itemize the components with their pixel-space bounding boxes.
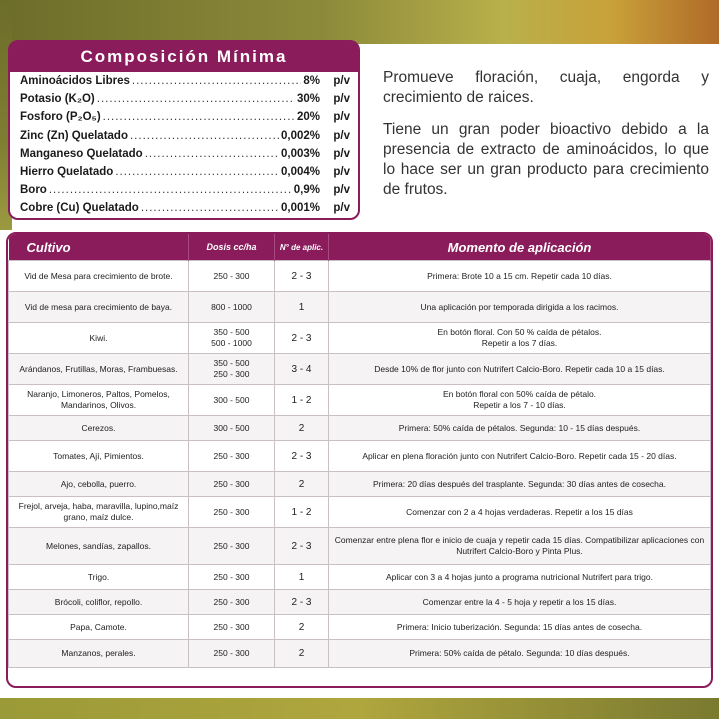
- table-row: [9, 354, 711, 385]
- composition-row: [10, 181, 358, 199]
- composition-name: Fosforo (P₂O₅): [20, 111, 101, 124]
- cell-cultivo: Manzanos, perales.: [9, 640, 189, 668]
- cell-dosis: 250 - 300: [189, 615, 275, 640]
- composition-box: [8, 40, 360, 220]
- cell-cultivo: Papa, Camote.: [9, 615, 189, 640]
- cell-cultivo: Melones, sandías, zapallos.: [9, 528, 189, 565]
- cell-cultivo: Tomates, Ají, Pimientos.: [9, 441, 189, 472]
- composition-unit: p/v: [333, 165, 350, 178]
- cell-dosis: 800 - 1000: [189, 292, 275, 323]
- cell-num-aplicaciones: 2: [275, 416, 329, 441]
- composition-value: 0,9%: [293, 184, 320, 197]
- table-row: [9, 590, 711, 615]
- dot-leader: [141, 199, 279, 217]
- dot-leader: [130, 127, 279, 145]
- cell-momento: Comenzar entre plena flor e inicio de cuaja y repetir cada 15 días. Compatibilizar aplicaciones con Nutrifert Calcio-Boro y Pinta Plus.: [329, 528, 711, 565]
- cell-dosis: 300 - 500: [189, 416, 275, 441]
- composition-value: 0,004%: [280, 165, 320, 178]
- composition-row: [10, 72, 358, 90]
- cell-dosis: 350 - 500 500 - 1000: [189, 323, 275, 354]
- header-num-aplicaciones: N° de aplic.: [275, 234, 329, 261]
- header-cultivo: Cultivo: [9, 234, 189, 261]
- dot-leader: [97, 90, 295, 108]
- cell-momento: Comenzar entre la 4 - 5 hoja y repetir a los 15 días.: [329, 590, 711, 615]
- composition-name: Aminoácidos Libres: [20, 75, 130, 87]
- cell-momento: Primera: 20 días después del trasplante. Segunda: 30 días antes de cosecha.: [329, 472, 711, 497]
- composition-name: Cobre (Cu) Quelatado: [20, 202, 139, 215]
- composition-unit: p/v: [333, 129, 350, 142]
- cell-cultivo: Cerezos.: [9, 416, 189, 441]
- cell-dosis: 250 - 300: [189, 441, 275, 472]
- table-row: [9, 385, 711, 416]
- dot-leader: [145, 145, 279, 163]
- table-row: [9, 292, 711, 323]
- cell-cultivo: Naranjo, Limoneros, Paltos, Pomelos, Mandarinos, Olivos.: [9, 385, 189, 416]
- cell-dosis: 250 - 300: [189, 590, 275, 615]
- composition-row: [10, 145, 358, 163]
- composition-name: Boro: [20, 184, 47, 197]
- composition-row: [10, 199, 358, 217]
- cell-momento: Aplicar en plena floración junto con Nutrifert Calcio-Boro. Repetir cada 15 - 20 días.: [329, 441, 711, 472]
- table-row: [9, 323, 711, 354]
- cell-dosis: 250 - 300: [189, 640, 275, 668]
- cell-momento: Primera: 50% caída de pétalos. Segunda: 10 - 15 días después.: [329, 416, 711, 441]
- cell-num-aplicaciones: 1: [275, 292, 329, 323]
- application-table: [6, 232, 713, 688]
- cell-momento: Aplicar con 3 a 4 hojas junto a programa nutricional Nutrifert para trigo.: [329, 565, 711, 590]
- cell-dosis: 250 - 300: [189, 497, 275, 528]
- cell-num-aplicaciones: 1: [275, 565, 329, 590]
- cell-dosis: 250 - 300: [189, 472, 275, 497]
- composition-name: Hierro Quelatado: [20, 165, 114, 178]
- cell-cultivo: Ajo, cebolla, puerro.: [9, 472, 189, 497]
- composition-title: Composición Mínima: [10, 42, 358, 72]
- header-dosis: Dosis cc/ha: [189, 234, 275, 261]
- cell-cultivo: Kiwi.: [9, 323, 189, 354]
- cell-cultivo: Frejol, arveja, haba, maravilla, lupino,maíz grano, maíz dulce.: [9, 497, 189, 528]
- cell-num-aplicaciones: 3 - 4: [275, 354, 329, 385]
- cell-num-aplicaciones: 2 - 3: [275, 528, 329, 565]
- cell-momento: Primera: 50% caída de pétalo. Segunda: 10 días después.: [329, 640, 711, 668]
- cell-dosis: 250 - 300: [189, 565, 275, 590]
- cell-momento: Primera: Inicio tuberización. Segunda: 15 días antes de cosecha.: [329, 615, 711, 640]
- composition-unit: p/v: [333, 202, 350, 215]
- bottom-decorative-band: [0, 698, 719, 719]
- cell-num-aplicaciones: 2: [275, 472, 329, 497]
- composition-unit: p/v: [333, 147, 350, 160]
- cell-cultivo: Arándanos, Frutillas, Moras, Frambuesas.: [9, 354, 189, 385]
- composition-name: Zinc (Zn) Quelatado: [20, 129, 128, 142]
- composition-unit: p/v: [333, 75, 350, 87]
- composition-name: Manganeso Quelatado: [20, 147, 143, 160]
- table-row: [9, 441, 711, 472]
- composition-unit: p/v: [333, 93, 350, 106]
- table-row: [9, 261, 711, 292]
- composition-unit: p/v: [333, 111, 350, 124]
- cell-dosis: 300 - 500: [189, 385, 275, 416]
- top-decorative-band: [0, 0, 719, 44]
- composition-name: Potasio (K₂O): [20, 93, 95, 106]
- description-paragraph-1: Promueve floración, cuaja, engorda y crecimiento de raices.: [383, 69, 709, 106]
- composition-row: [10, 163, 358, 181]
- cell-cultivo: Trigo.: [9, 565, 189, 590]
- table-row: [9, 416, 711, 441]
- composition-unit: p/v: [333, 184, 350, 197]
- cell-num-aplicaciones: 1 - 2: [275, 385, 329, 416]
- description-paragraph-2: Tiene un gran poder bioactivo debido a la presencia de extracto de aminoácidos, lo que lo hace ser un gran producto para crecimiento de frutos.: [383, 121, 709, 198]
- cell-num-aplicaciones: 2 - 3: [275, 441, 329, 472]
- cell-dosis: 350 - 500 250 - 300: [189, 354, 275, 385]
- table-row: [9, 528, 711, 565]
- composition-row: [10, 127, 358, 145]
- table-row: [9, 615, 711, 640]
- cell-momento: Primera: Brote 10 a 15 cm. Repetir cada 10 días.: [329, 261, 711, 292]
- cell-momento: Comenzar con 2 a 4 hojas verdaderas. Repetir a los 15 días: [329, 497, 711, 528]
- composition-value: 8%: [303, 75, 320, 87]
- cell-num-aplicaciones: 2 - 3: [275, 323, 329, 354]
- dot-leader: [49, 181, 292, 199]
- composition-value: 30%: [296, 93, 320, 106]
- cell-cultivo: Brócoli, coliflor, repollo.: [9, 590, 189, 615]
- cell-num-aplicaciones: 2: [275, 640, 329, 668]
- cell-dosis: 250 - 300: [189, 261, 275, 292]
- composition-value: 0,003%: [280, 147, 320, 160]
- dot-leader: [103, 108, 295, 126]
- cell-num-aplicaciones: 1 - 2: [275, 497, 329, 528]
- table-row: [9, 640, 711, 668]
- composition-value: 20%: [296, 111, 320, 124]
- table-row: [9, 565, 711, 590]
- composition-row: [10, 108, 358, 126]
- cell-cultivo: Vid de mesa para crecimiento de baya.: [9, 292, 189, 323]
- dot-leader: [132, 72, 301, 90]
- cell-momento: Desde 10% de flor junto con Nutrifert Calcio-Boro. Repetir cada 10 a 15 días.: [329, 354, 711, 385]
- composition-list: [10, 72, 358, 218]
- cell-num-aplicaciones: 2 - 3: [275, 261, 329, 292]
- cell-momento: En botón floral con 50% caída de pétalo. Repetir a los 7 - 10 días.: [329, 385, 711, 416]
- cell-num-aplicaciones: 2: [275, 615, 329, 640]
- table-header-row: [9, 234, 711, 261]
- composition-value: 0,001%: [280, 202, 320, 215]
- cell-num-aplicaciones: 2 - 3: [275, 590, 329, 615]
- table-row: [9, 472, 711, 497]
- header-momento: Momento de aplicación: [329, 234, 711, 261]
- cell-cultivo: Vid de Mesa para crecimiento de brote.: [9, 261, 189, 292]
- composition-value: 0,002%: [280, 129, 320, 142]
- cell-dosis: 250 - 300: [189, 528, 275, 565]
- cell-momento: Una aplicación por temporada dirigida a los racimos.: [329, 292, 711, 323]
- composition-row: [10, 90, 358, 108]
- product-description: [383, 68, 709, 212]
- cell-momento: En botón floral. Con 50 % caída de pétalos. Repetir a los 7 días.: [329, 323, 711, 354]
- table-row: [9, 497, 711, 528]
- dot-leader: [115, 163, 279, 181]
